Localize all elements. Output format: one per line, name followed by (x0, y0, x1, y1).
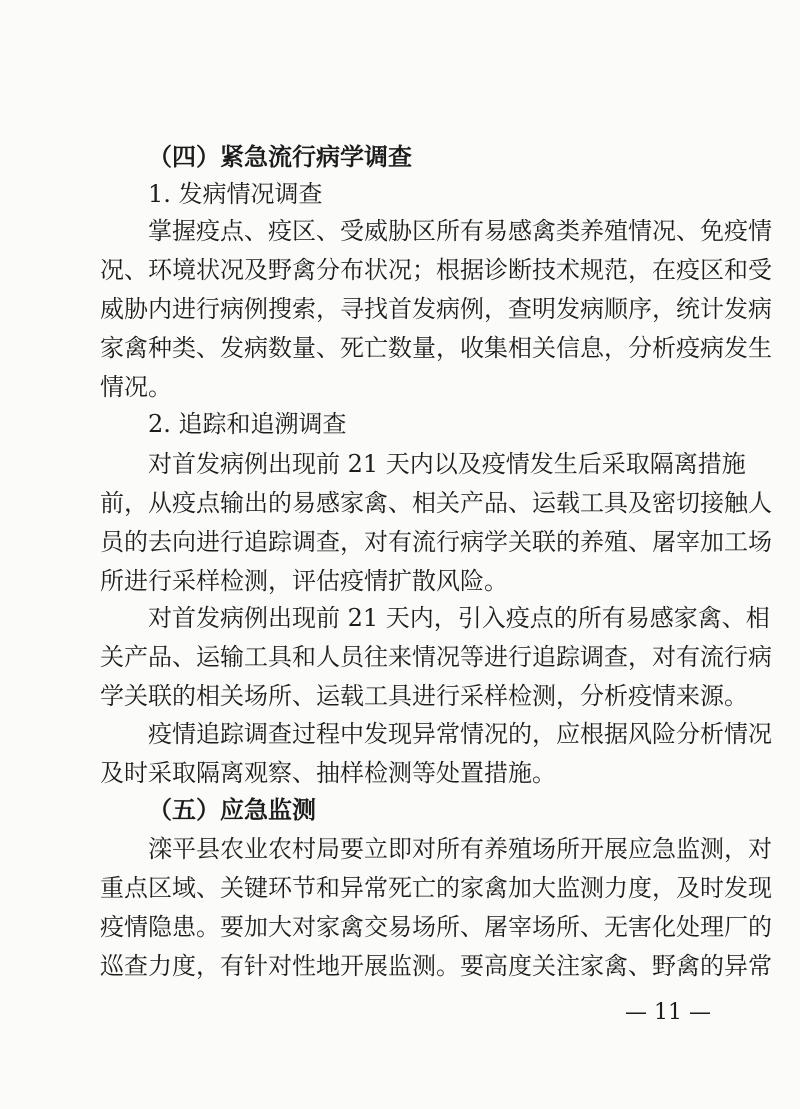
paragraph-3-line-3: 学关联的相关场所、运载工具进行采样检测，分析疫情来源。 (100, 682, 748, 710)
paragraph-1-line-5: 情况。 (100, 373, 172, 401)
paragraph-2-line-1: 对首发病例出现前 21 天内以及疫情发生后采取隔离措施 (148, 450, 746, 478)
paragraph-2-line-2: 前，从疫点输出的易感家禽、相关产品、运载工具及密切接触人 (100, 489, 772, 517)
section-heading-5: （五）应急监测 (148, 796, 316, 824)
paragraph-5-line-2: 重点区域、关键环节和异常死亡的家禽加大监测力度，及时发现 (100, 874, 772, 902)
paragraph-4-line-2: 及时采取隔离观察、抽样检测等处置措施。 (100, 759, 556, 787)
paragraph-2-line-3: 员的去向进行追踪调查，对有流行病学关联的养殖、屠宰加工场 (100, 528, 772, 556)
paragraph-1-line-2: 况、环境状况及野禽分布状况；根据诊断技术规范，在疫区和受 (100, 256, 772, 284)
paragraph-3-line-2: 关产品、运输工具和人员往来情况等进行追踪调查，对有流行病 (100, 643, 772, 671)
paragraph-1-line-1: 掌握疫点、疫区、受威胁区所有易感禽类养殖情况、免疫情 (148, 217, 772, 245)
paragraph-5-line-1: 滦平县农业农村局要立即对所有养殖场所开展应急监测，对 (148, 835, 772, 863)
subheading-2: 2. 追踪和追溯调查 (148, 410, 347, 438)
paragraph-1-line-4: 家禽种类、发病数量、死亡数量，收集相关信息，分析疫病发生 (100, 334, 772, 362)
paragraph-1-line-3: 威胁内进行病例搜索，寻找首发病例，查明发病顺序，统计发病 (100, 295, 772, 323)
subheading-1: 1. 发病情况调查 (148, 180, 323, 208)
paragraph-5-line-4: 巡查力度，有针对性地开展监测。要高度关注家禽、野禽的异常 (100, 952, 772, 980)
section-heading-4: （四）紧急流行病学调查 (148, 143, 412, 171)
paragraph-5-line-3: 疫情隐患。要加大对家禽交易场所、屠宰场所、无害化处理厂的 (100, 913, 772, 941)
paragraph-3-line-1: 对首发病例出现前 21 天内，引入疫点的所有易感家禽、相 (148, 604, 770, 632)
paragraph-2-line-4: 所进行采样检测，评估疫情扩散风险。 (100, 567, 508, 595)
paragraph-4-line-1: 疫情追踪调查过程中发现异常情况的，应根据风险分析情况 (148, 720, 772, 748)
page-number: — 11 — (625, 1000, 711, 1025)
